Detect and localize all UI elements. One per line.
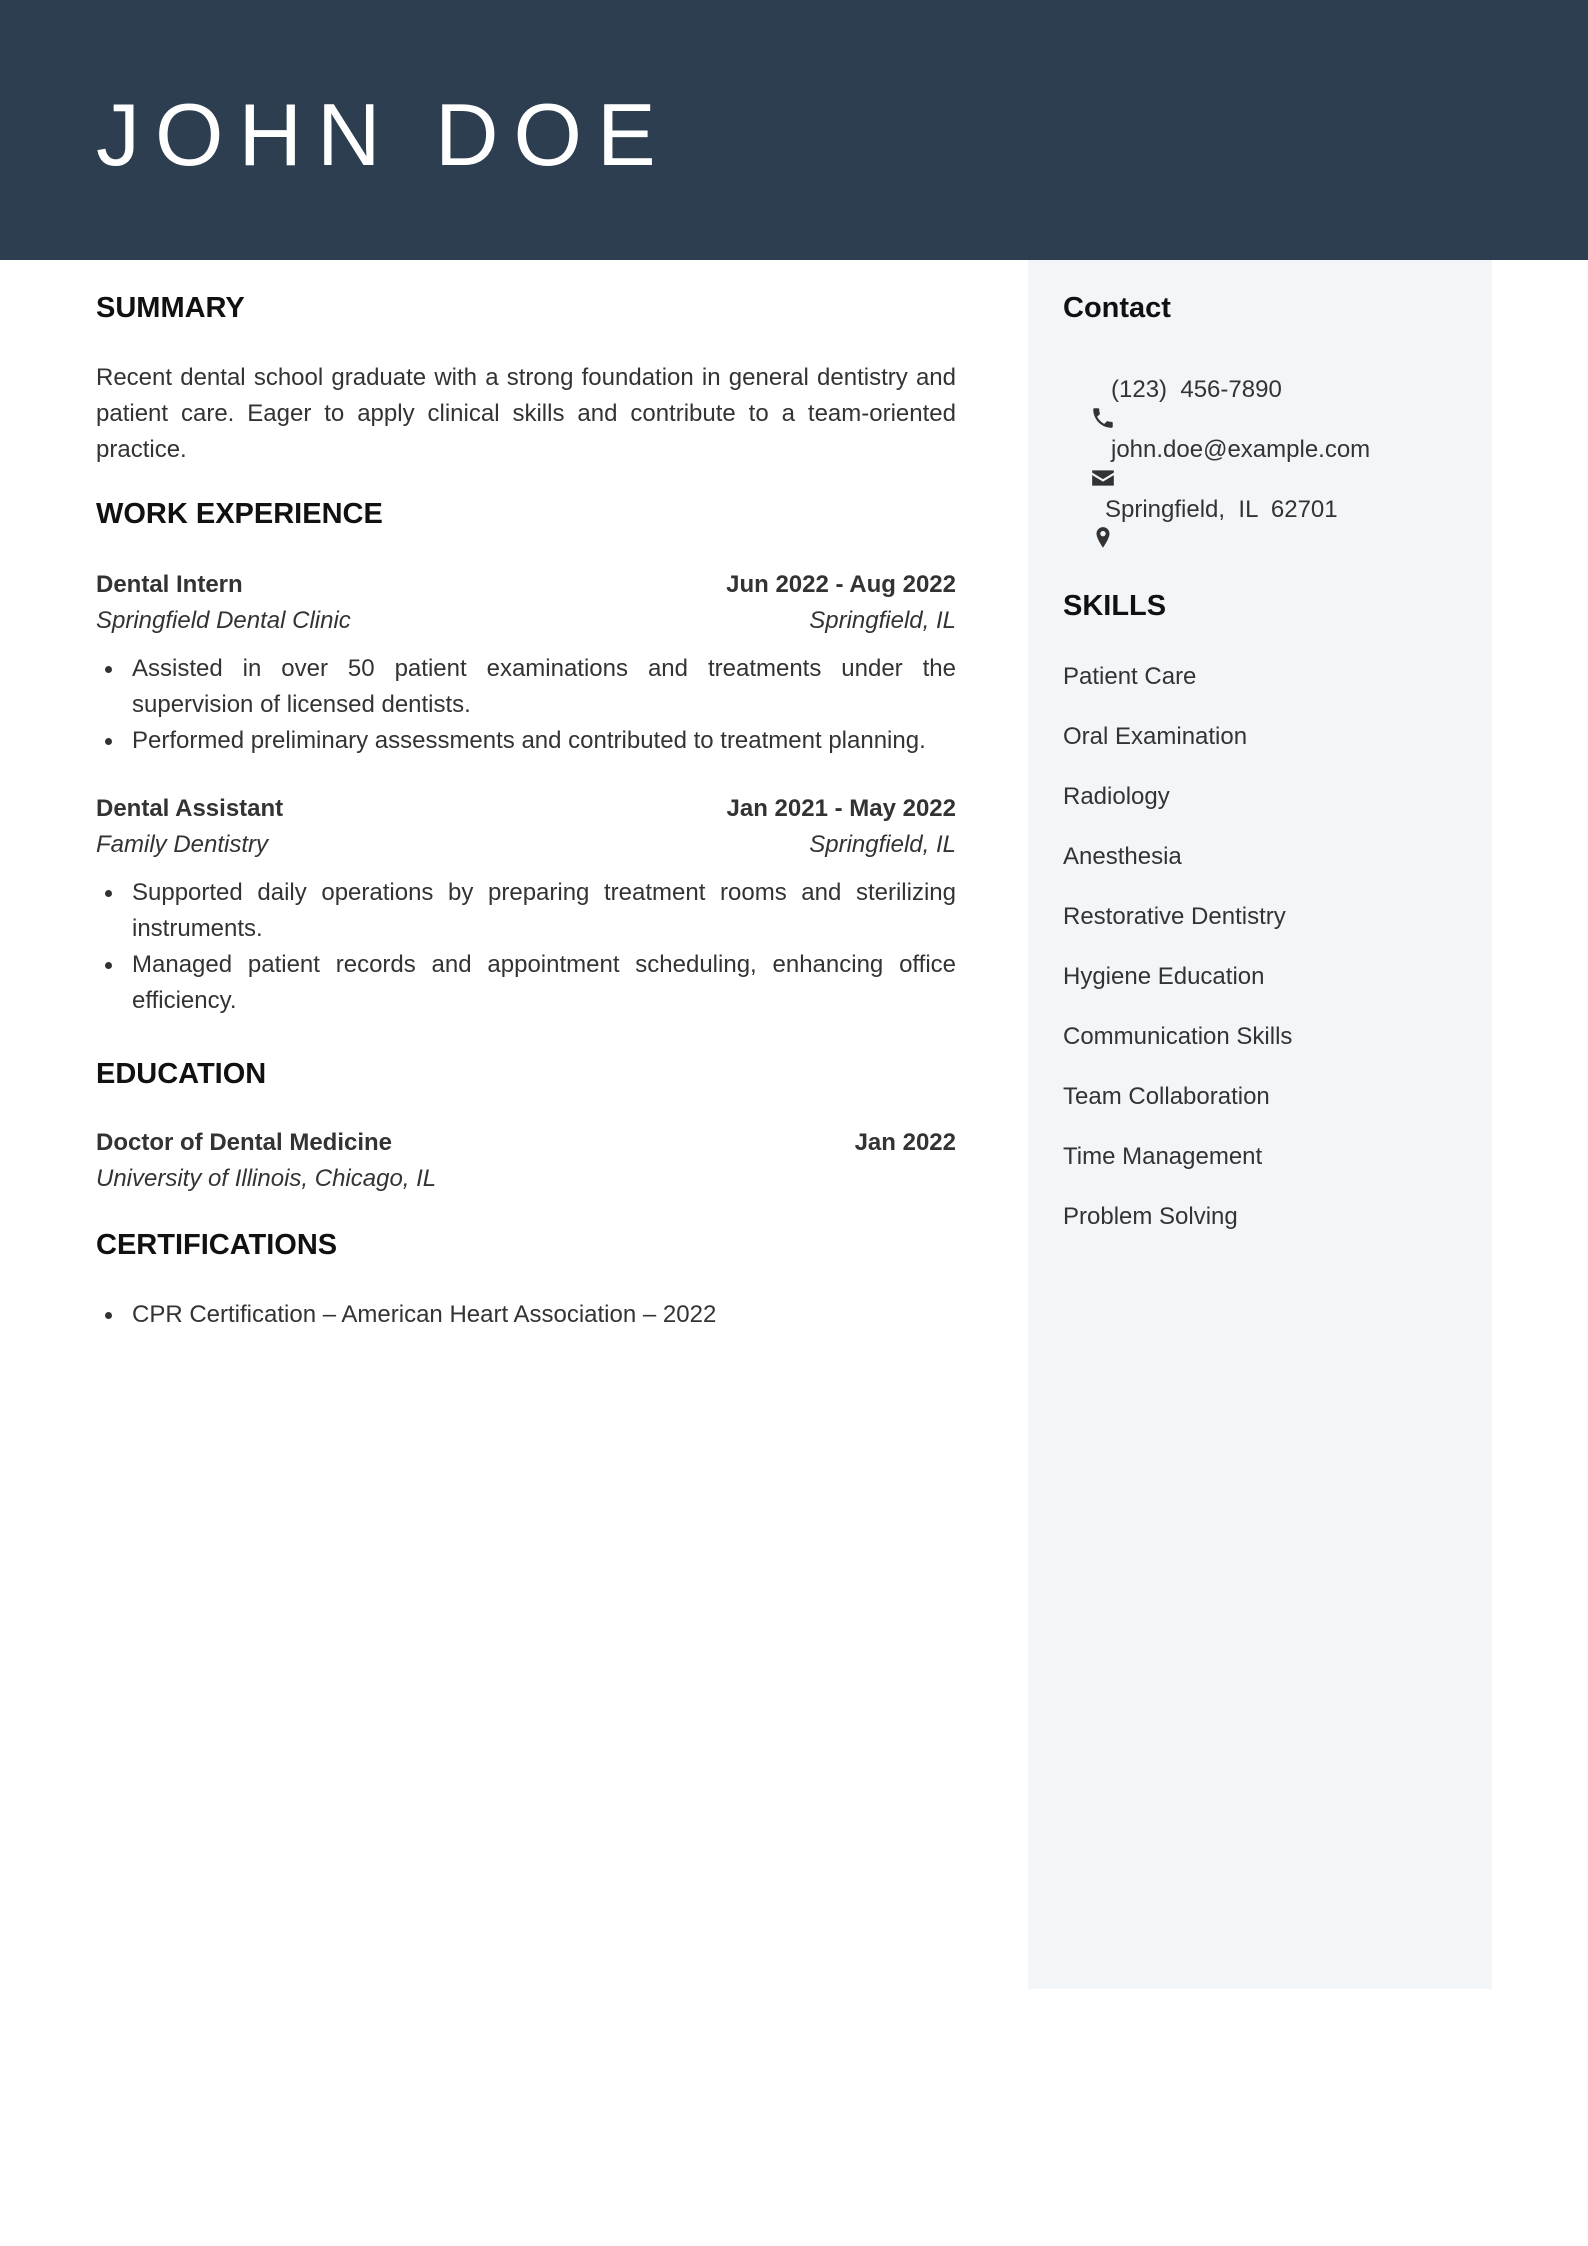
skill-item: Restorative Dentistry <box>1063 903 1286 930</box>
summary-text: Recent dental school graduate with a strong foundation in general dentistry and patient care. Eager to apply clinical skills and contribute to a team-oriented practice. <box>96 364 956 463</box>
contact-heading: Contact <box>1063 292 1171 324</box>
email-address: john.doe@example.com <box>1111 436 1371 463</box>
job-dates: Jun 2022 - Aug 2022 <box>726 571 956 598</box>
job-role: Dental Assistant <box>96 795 284 822</box>
phone-icon <box>1063 377 1089 403</box>
job-dates: Jan 2021 - May 2022 <box>726 795 956 822</box>
skill-item: Oral Examination <box>1063 723 1248 750</box>
job-bullets <box>96 651 956 759</box>
job-bullets <box>96 875 956 1019</box>
job-header-row <box>96 791 956 827</box>
job-organization: Family Dentistry <box>96 831 269 858</box>
job-location: Springfield, IL <box>809 607 956 634</box>
job-org-row <box>96 603 956 639</box>
skill-item: Patient Care <box>1063 663 1197 690</box>
education-heading: EDUCATION <box>96 1058 267 1090</box>
contact-email-row <box>1063 430 1370 470</box>
person-name: JOHN DOE <box>96 85 671 184</box>
school-name: University of Illinois, Chicago, IL <box>96 1165 437 1192</box>
certifications-list <box>96 1297 956 1333</box>
education-school-row <box>96 1161 956 1197</box>
envelope-icon <box>1063 437 1089 463</box>
contact-address-row <box>1063 490 1338 530</box>
skill-item: Hygiene Education <box>1063 963 1265 990</box>
skill-item: Communication Skills <box>1063 1023 1293 1050</box>
degree-date: Jan 2022 <box>854 1129 956 1156</box>
contact-phone-row <box>1063 370 1282 410</box>
job-organization: Springfield Dental Clinic <box>96 607 351 634</box>
work-experience-heading: WORK EXPERIENCE <box>96 498 383 530</box>
job-location: Springfield, IL <box>809 831 956 858</box>
job-header-row <box>96 567 956 603</box>
skill-item: Anesthesia <box>1063 843 1182 870</box>
list-item: Supported daily operations by preparing treatment rooms and sterilizing instruments. <box>96 875 956 947</box>
skill-item: Team Collaboration <box>1063 1083 1270 1110</box>
address: Springfield, IL 62701 <box>1105 496 1338 523</box>
skill-item: Radiology <box>1063 783 1170 810</box>
skills-heading: SKILLS <box>1063 590 1167 622</box>
list-item: Managed patient records and appointment scheduling, enhancing office efficiency. <box>96 947 956 1019</box>
job-org-row <box>96 827 956 863</box>
degree-name: Doctor of Dental Medicine <box>96 1129 393 1156</box>
map-marker-icon <box>1063 497 1089 523</box>
phone-number: (123) 456-7890 <box>1111 376 1282 403</box>
list-item: Performed preliminary assessments and contributed to treatment planning. <box>96 723 956 759</box>
skill-item: Problem Solving <box>1063 1203 1238 1230</box>
certifications-heading: CERTIFICATIONS <box>96 1229 338 1261</box>
job-role: Dental Intern <box>96 571 243 598</box>
education-header-row <box>96 1125 956 1161</box>
skill-item: Time Management <box>1063 1143 1263 1170</box>
summary-heading: SUMMARY <box>96 292 245 324</box>
header-banner <box>0 0 1588 260</box>
list-item: Assisted in over 50 patient examinations and treatments under the supervision of licensed dentists. <box>96 651 956 723</box>
list-item: CPR Certification – American Heart Association – 2022 <box>96 1297 956 1333</box>
